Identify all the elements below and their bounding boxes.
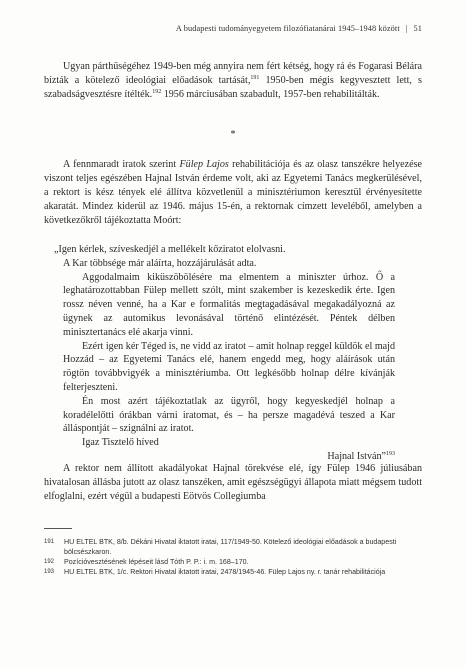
footnote-number: 192 (44, 559, 55, 565)
footnote-number: 193 (44, 569, 55, 575)
quote-para-2: Ezért igen kér Téged is, ne vidd az iratot – amit holnap reggel küldök el majd Hozzád – az Egyetemi Tanács elé, hanem engedd meg, hogy aláírások után rögtön továbbvigyék a minisztériumba. Ott legkésőbb holnap délre kívánják felterjeszteni. (63, 340, 395, 393)
signature-name: Hajnal István” (327, 450, 386, 462)
quote-line-2: A Kar többsége már aláírta, hozzájárulását adta. (63, 257, 257, 269)
section-divider: * (230, 129, 236, 140)
running-title: A budapesti tudományegyetem filozófiatanárai 1945–1948 között (175, 24, 400, 33)
footnote-number: 191 (44, 539, 55, 545)
p1-text-c: 1956 márciusában szabadult, 1957-ben rehabilitálták. (161, 88, 380, 100)
running-header (176, 24, 422, 33)
p1-text-b: 1950-ben mégis kegyvesztett lett, s szabadságvesztésre ítélték. (44, 74, 422, 100)
header-separator: | (405, 24, 408, 33)
quote-line-1: „Igen kérlek, szíveskedjél a mellékelt kőziratot elolvasni. (54, 244, 286, 255)
quote-para-3: Én most azért tájékoztatlak az ügyről, hogy kegyeskedjél holnap a koradélelőtti órákban várni iratomat, és – ha persze magadévá teszed a Kar álláspontját – szignálni az iratot. (63, 395, 395, 435)
page-number: 51 (413, 24, 422, 33)
footnote-192 (44, 557, 422, 567)
footnote-ref-192[interactable]: 192 (152, 88, 162, 95)
p1-text-a: Ugyan párthűségéhez 1949-ben még annyira nem fért kétség, hogy rá és Fogarasi Bélára bízták a kötelező ideológiai előadások tartását, (44, 61, 422, 86)
footnote-191 (44, 537, 422, 557)
paragraph-2 (44, 158, 422, 228)
p2-italic-name: Fülep Lajos (179, 159, 229, 170)
quote-para-1: Aggodalmaim kiküszöbölésére ma elmentem a miniszter úrhoz. Ő a leghatározottabban Fülep mellett szólt, mint szakember is kezeskedik érte. Igen rossz néven venné, ha a Kar e formalitás megtagadásával megakadályozná az ügynek az automikus levonásával történő elintézését. Péntek délben minisztertanács elé akarja vinni. (63, 271, 395, 338)
footnote-193 (44, 567, 422, 577)
footnote-text: HU ELTEL BTK, 1/c. Rektori Hivatal iktatott iratai, 2478/1945-46. Fülep Lajos ny. r. tanár rehabilitációja (64, 568, 386, 576)
paragraph-3 (44, 462, 422, 504)
footnote-text: HU ELTEL BTK, 8/b. Dékáni Hivatal iktatott iratai, 117/1949-50. Kötelező ideológiai előadások a budapesti bölcsészkaron. (64, 538, 397, 556)
footnote-rule (44, 528, 72, 529)
paragraph-1 (44, 60, 422, 102)
footnote-text: Pozícióvesztésének lépéseit lásd Tóth P. P.: i. m. 168–170. (64, 558, 249, 566)
footnotes (44, 537, 422, 577)
footnote-ref-191[interactable]: 191 (250, 74, 260, 81)
p3-text: A rektor nem állított akadályokat Hajnal törekvése elé, így Fülep 1946 júliusában hivatalosan állásba jutott az olasz tanszéken, amit egészségügyi állapota miatt mégsem tudott elfoglalni, ezért végül a budapesti Eötvös Collegiumba (44, 463, 422, 502)
p2-text-a: A fennmaradt iratok szerint (63, 159, 180, 170)
block-quote (54, 243, 395, 464)
quote-closing: Igaz Tisztelő híved (82, 437, 159, 449)
footnote-ref-193[interactable]: 193 (386, 450, 395, 457)
p2-text-b: rehabilitációja és az olasz tanszékre helyezése viszont teljes egészében Hajnal István érdeme volt, aki az Egyetemi Tanács megkerülésével, a rektort is kész tények elé állítva közvetlenül a minisztériumon keresztül érvényesítette akaratát. Mindez kiderül az 1946. május 15-én, a rektornak címzett leveléből, amelyben a következőkről tájékoztatta Moórt: (44, 159, 422, 226)
